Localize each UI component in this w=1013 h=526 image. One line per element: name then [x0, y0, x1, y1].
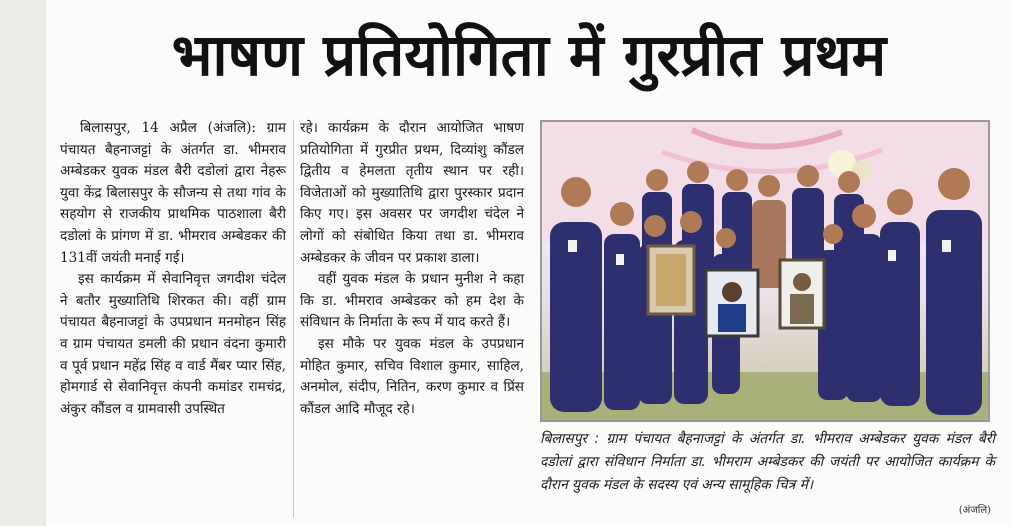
article-paragraph: इस मौके पर युवक मंडल के उपप्रधान मोहित कुमार, सचिव विशाल कुमार, साहिल, अनमोल, संदीप, नितिन, करण कुमार व प्रिंस कौंडल आदि मौजूद रहे।: [300, 335, 524, 417]
photo-caption: [540, 428, 995, 497]
headline: भाषण प्रतियोगिता में गुरप्रीत प्रथम: [171, 20, 887, 89]
column-divider: [293, 120, 294, 518]
photo-credit: (अंजलि): [958, 505, 991, 516]
article-column-2: [300, 118, 524, 420]
article-column-1: [60, 118, 286, 420]
article-paragraph: इस कार्यक्रम में सेवानिवृत्त जगदीश चंदेल ने बतौर मुख्यातिथि शिरकत की। वहीं ग्राम पंचायत बैहनाजट्टां के उपप्रधान मनमोहन सिंह व ग्राम पंचायत डमली की प्रधान वंदना कुमारी व पूर्व प्रधान महेंद्र सिंह व वार्ड मैंबर प्यार सिंह, होमगार्ड से सेवानिवृत्त कंपनी कमांडर रामचंद्र, अंकुर कौंडल व ग्रामवासी उपस्थित: [60, 271, 286, 417]
article-paragraph: रहे। कार्यक्रम के दौरान आयोजित भाषण प्रतियोगिता में गुरप्रीत प्रथम, दिव्यांशु कौंडल द्वितीय व हेमलता तृतीय स्थान पर रही। विजेताओं को मुख्यातिथि द्वारा पुरस्कार प्रदान किए गए। इस अवसर पर जगदीश चंदेल ने लोगों को संबोधित किया तथा डा. भीमराव अम्बेडकर के जीवन पर प्रकाश डाला।: [300, 120, 524, 266]
group-photo: [540, 120, 990, 422]
article-paragraph: वहीं युवक मंडल के प्रधान मुनीश ने कहा कि डा. भीमराव अम्बेडकर को हम देश के संविधान के निर्माता के रूप में याद करते हैं।: [300, 271, 524, 331]
article-paragraph: बिलासपुर, 14 अप्रैल (अंजलि): ग्राम पंचायत बैहनाजट्टां के अंतर्गत डा. भीमराव अम्बेडकर युवक मंडल बैरी दडोलां द्वारा नेहरू युवा केंद्र बिलासपुर के सौजन्य से तथा गांव के सहयोग से राजकीय प्राथमिक पाठशाला बैरी दडोलां के प्रांगण में डा. भीमराव अम्बेडकर की 131वीं जयंती मनाई गई।: [60, 120, 286, 266]
group-photo-illustration: [542, 122, 988, 420]
page-margin: [0, 0, 46, 526]
caption-text: बिलासपुर : ग्राम पंचायत बैहनाजट्टां के अंतर्गत डा. भीमराव अम्बेडकर युवक मंडल बैरी दडोलां द्वारा संविधान निर्माता डा. भीमराम अम्बेडकर की जयंती पर आयोजित कार्यक्रम के दौरान युवक मंडल के सदस्य एवं अन्य सामूहिक चित्र में।: [540, 431, 995, 493]
